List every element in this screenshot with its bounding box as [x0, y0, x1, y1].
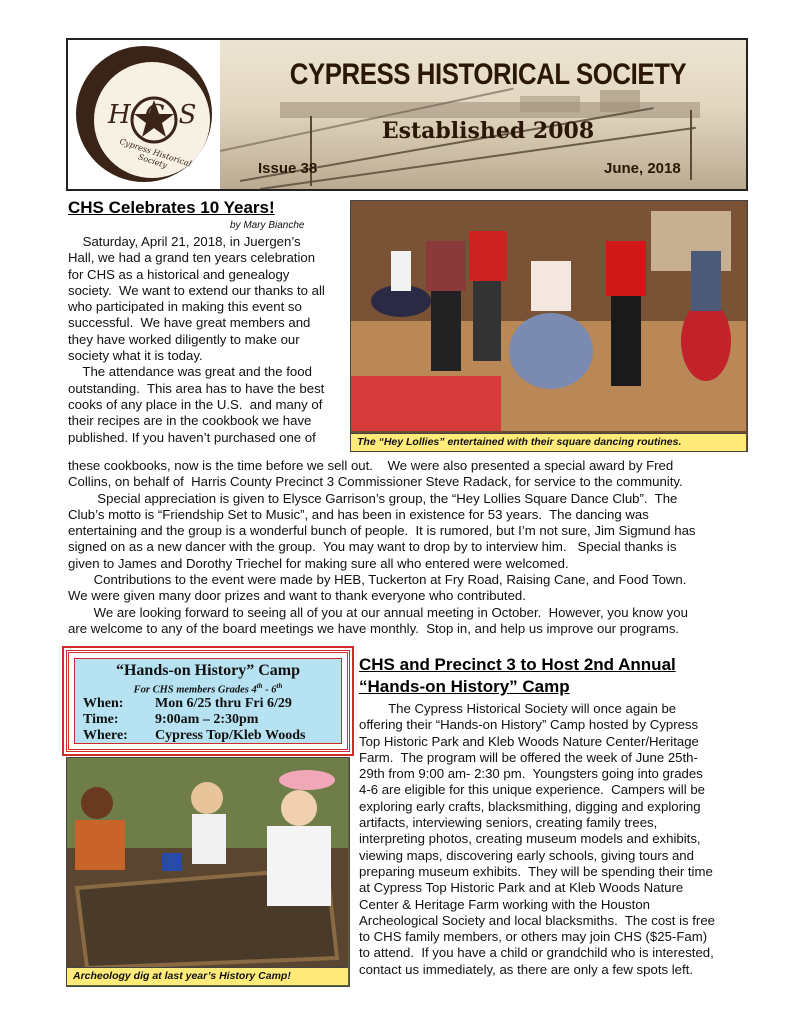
article2-headline-line1: CHS and Precinct 3 to Host 2nd Annual: [359, 655, 676, 674]
text-line: interpreting photos, creating museum models and exhibits,: [359, 831, 701, 847]
camp-subtitle-sup2: th: [276, 682, 283, 690]
text-line: to CHS family members, or others may join CHS ($25-Fam): [359, 929, 708, 945]
article1-byline: by Mary Bianche: [230, 220, 305, 231]
text-line: cooks of any place in the U.S. and many of: [68, 396, 323, 412]
society-logo: [76, 46, 212, 182]
text-line: Archeological Society and local blacksmiths. The cost is free: [359, 912, 715, 928]
article1-narrow-column: [68, 234, 350, 446]
camp-subtitle-mid: - 6: [262, 684, 277, 696]
logo-inner-circle: [94, 62, 210, 178]
text-line: to attend. If you have a child or grandchild who is interested,: [359, 945, 714, 961]
logo-ring-text: Cypress Historical Society: [118, 136, 193, 171]
camp-time-value: 9:00am – 2:30pm: [155, 712, 259, 727]
camp-where-value: Cypress Top/Kleb Woods: [155, 728, 306, 743]
text-line: signed on as a new dancer with the group. You may want to drop by to interview him. Special thanks is: [68, 539, 677, 555]
article1-wide-column: [68, 458, 748, 637]
camp-when-value: Mon 6/25 thru Fri 6/29: [155, 696, 292, 711]
text-line: Farm. The program will be offered the week of June 25th-: [359, 749, 698, 765]
text-line: contact us immediately, as there are only a few spots left.: [359, 961, 693, 977]
issue-number: Issue 38: [258, 160, 318, 177]
camp-subtitle-prefix: For CHS members Grades 4: [133, 684, 257, 696]
text-line: given to James and Dorothy Triechel for making sure all who entered were welcomed.: [68, 555, 569, 571]
camp-info-panel: [74, 658, 342, 744]
text-line: at Cypress Top Historic Park and at Kleb Woods Nature: [359, 880, 684, 896]
camp-subtitle-sup1: th: [256, 682, 263, 690]
logo-panel: [68, 40, 222, 189]
text-line: these cookbooks, now is the time before we sell out. We were also presented a special award by Fred: [68, 458, 674, 473]
issue-date: June, 2018: [604, 160, 681, 177]
text-line: they have worked diligently to make our: [68, 331, 300, 347]
camp-title: “Hands-on History” Camp: [115, 662, 301, 679]
article1-headline: CHS Celebrates 10 Years!: [68, 198, 275, 217]
text-line: Center & Heritage Farm working with the Houston: [359, 896, 650, 912]
text-line: Saturday, April 21, 2018, in Juergen’s: [68, 234, 301, 249]
text-line: are welcome to any of the board meetings we have monthly. Stop in, and help us improve our programs.: [68, 620, 680, 636]
text-line: Contributions to the event were made by HEB, Tuckerton at Fry Road, Raising Cane, and Food Town.: [68, 572, 687, 588]
square-dance-photo: [350, 200, 748, 452]
photo-caption: Archeology dig at last year’s History Camp!: [67, 967, 348, 985]
text-line: Special appreciation is given to Elysce Garrison’s group, the “Hey Lollies Square Dance Club”. The: [68, 490, 678, 506]
text-line: society what it is today.: [68, 348, 203, 364]
camp-info-box: [66, 650, 350, 752]
photo-caption: The “Hey Lollies” entertained with their square dancing routines.: [351, 433, 746, 451]
logo-letters: HCS: [108, 100, 211, 130]
camp-subtitle: [75, 682, 341, 696]
text-line: Hall, we had a grand ten years celebration: [68, 250, 316, 266]
text-line: The attendance was great and the food: [68, 364, 312, 380]
text-line: We are looking forward to seeing all of you at our annual meeting in October. However, you know you: [68, 604, 688, 620]
text-line: who participated in making this event so: [68, 299, 302, 315]
text-line: 29th from 9:00 am- 2:30 pm. Youngsters going into grades: [359, 766, 703, 782]
camp-time-label: Time:: [83, 712, 119, 727]
text-line: society. We want to extend our thanks to all: [68, 282, 325, 298]
established-line: Established 2008: [381, 118, 595, 144]
text-line: preparing museum exhibits. They will be spending their time: [359, 863, 713, 879]
text-line: The Cypress Historical Society will once again be: [359, 701, 677, 716]
archeology-dig-photo: [66, 757, 350, 987]
text-line: for CHS as a historical and genealogy: [68, 266, 290, 282]
dancers-illustration: [351, 201, 746, 431]
text-line: Top Historic Park and Kleb Woods Nature Center/Heritage: [359, 733, 699, 749]
camp-when-label: When:: [83, 696, 124, 711]
text-line: Club’s motto is “Friendship Set to Music”, and has been in existence for 53 years. The dancing was: [68, 506, 649, 522]
text-line: 4-6 are eligible for this unique experience. Campers will be: [359, 782, 705, 798]
text-line: Collins, on behalf of Harris County Precinct 3 Commissioner Steve Radack, for service to the community.: [68, 474, 683, 490]
text-line: their recipes are in the cookbook we have: [68, 413, 312, 429]
article2-headline-line2: “Hands-on History” Camp: [359, 677, 570, 696]
text-line: offering their “Hands-on History” Camp hosted by Cypress: [359, 717, 699, 733]
text-line: outstanding. This area has to have the best: [68, 380, 325, 396]
text-line: successful. We have great members and: [68, 315, 311, 331]
text-line: We were given many door prizes and want to thank everyone who contributed.: [68, 588, 526, 604]
text-line: published. If you haven’t purchased one of: [68, 429, 316, 445]
masthead: [66, 38, 748, 191]
text-line: viewing maps, discovering early schools, giving tours and: [359, 847, 694, 863]
camp-where-label: Where:: [83, 728, 128, 743]
newsletter-title: CYPRESS HISTORICAL SOCIETY: [289, 58, 687, 91]
dig-illustration: [67, 758, 348, 968]
text-line: artifacts, interviewing seniors, creating family trees,: [359, 815, 658, 831]
article2-column: [359, 701, 749, 978]
text-line: entertaining and the group is a wonderful bunch of people. It is rumored, but I’m not sure, Jim Sigmund has: [68, 523, 696, 539]
text-line: exploring early crafts, blacksmithing, digging and exploring: [359, 798, 701, 814]
